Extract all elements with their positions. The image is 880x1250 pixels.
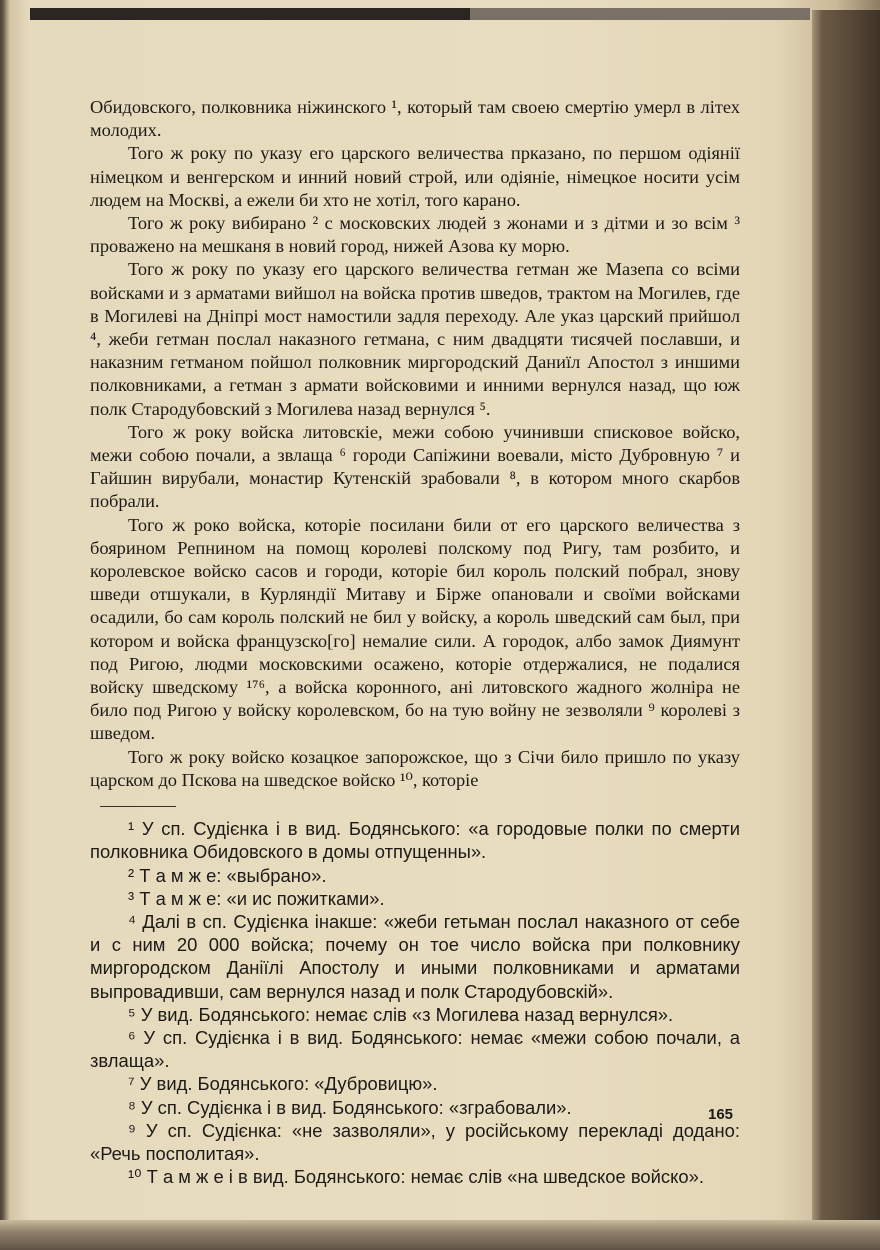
paragraph: Того ж року вибирано ² с московских людей з жонами и з дітми и зо всім ³ проважено на мешканя в новий город, нижей Азова ку морю. xyxy=(90,213,740,257)
page-text xyxy=(90,96,740,1188)
footnote: ⁴ Далі в сп. Судієнка інакше: «жеби гетьман послал наказного от себе и с ним 20 000 войска; почему он тое число войска при полковнику миргородском Даніїлі Апостолу и иными полковниками и арматами выпровадивши, сам вернулся назад и полк Стародубовскій». xyxy=(90,910,740,1002)
main-text xyxy=(90,96,740,792)
book-edge-bottom xyxy=(0,1220,880,1250)
footnote: ² Т а м ж е: «выбрано». xyxy=(128,864,327,886)
paragraph: Того ж року по указу его царского величества гетман же Мазепа со всіми войсками и з арматами вийшол на войска против шведов, трактом на Могилев, где в Могилеві на Дніпрі мост намостили задля переходу. Але указ царский прийшол ⁴, жеби гетман послал наказного гетмана, с ним двадцяти тисячей пославши, и наказним гетманом пойшол полковник миргородский Даниїл Апостол з иншими полковниками, а гетман з армати войсковими и инними вернулся назад, що юж полк Стародубовский з Могилева назад вернулся ⁵. xyxy=(90,259,740,419)
footnote: ³ Т а м ж е: «и ис пожитками». xyxy=(128,887,385,909)
top-edge-dark xyxy=(30,8,470,20)
paragraph: Того ж роко войска, которіе посилани били от его царского величества з боярином Репнином на помощ королеві полскому под Ригу, там розбито, и королевское войско сасов и городи, которіе бил король полский побрал, знову шведи отшукали, в Курляндії Митаву и Бірже опановали и своїми войсками осадили, бо сам король полский не бил у войску, а король шведский сам был, при котором и войска французско[го] немалие сили. А городок, албо замок Диямунт под Ригою, людми московскими осажено, которіе отдержалися, не подалися войску шведскому ¹⁷⁶, а войска коронного, ані литовского жадного жолніра не било под Ригою у войску королевском, бо на тую войну не зезволяли ⁹ королеві з шведом. xyxy=(90,514,740,744)
footnote: ¹⁰ Т а м ж е і в вид. Бодянського: немає слів «на шведское войско». xyxy=(128,1166,704,1188)
footnote: ⁹ У сп. Судієнка: «не зазволяли», у російському перекладі додано: «Речь посполитая». xyxy=(90,1119,740,1164)
footnote: ⁷ У вид. Бодянського: «Дубровицю». xyxy=(128,1073,438,1095)
book-edge-right xyxy=(812,10,880,1250)
page-number: 165 xyxy=(708,1106,734,1123)
footnote: ⁵ У вид. Бодянського: немає слів «з Могилева назад вернулся». xyxy=(128,1003,674,1025)
paragraph: Того ж року по указу его царского величества прказано, по першом одіянії німецком и венгерском и инний новий строй, или одіяніе, німецкое носити усім людем на Москві, а ежели би хто не хотіл, того карано. xyxy=(90,143,740,210)
paragraph: Обидовского, полковника ніжинского ¹, который там своею смертію умерл в літех молодих. xyxy=(90,97,740,141)
footnote-rule xyxy=(100,806,176,807)
footnotes xyxy=(90,817,740,1188)
footnote: ⁶ У сп. Судієнка і в вид. Бодянського: немає «межи собою почали, а звлаща». xyxy=(90,1026,740,1072)
footnote: ¹ У сп. Судієнка і в вид. Бодянського: «а городовые полки по смерти полковника Обидовского в домы отпущенны». xyxy=(90,818,740,863)
top-edge-light xyxy=(470,8,810,20)
footnote: ⁸ У сп. Судієнка і в вид. Бодянського: «зграбовали». xyxy=(128,1096,572,1118)
left-binding-shadow xyxy=(0,0,10,1250)
paragraph: Того ж року войско козацкое запорожское, що з Січи било пришло по указу царском до Пскова на шведское войско ¹⁰, которіе xyxy=(90,746,740,790)
paragraph: Того ж року войска литовскіе, межи собою учинивши списковое войско, межи собою почали, а звлаща ⁶ городи Сапіжини воевали, місто Дубровную ⁷ и Гайшин вирубали, монастир Кутенскій зрабовали ⁸, в котором много скарбов побрали. xyxy=(90,421,740,512)
